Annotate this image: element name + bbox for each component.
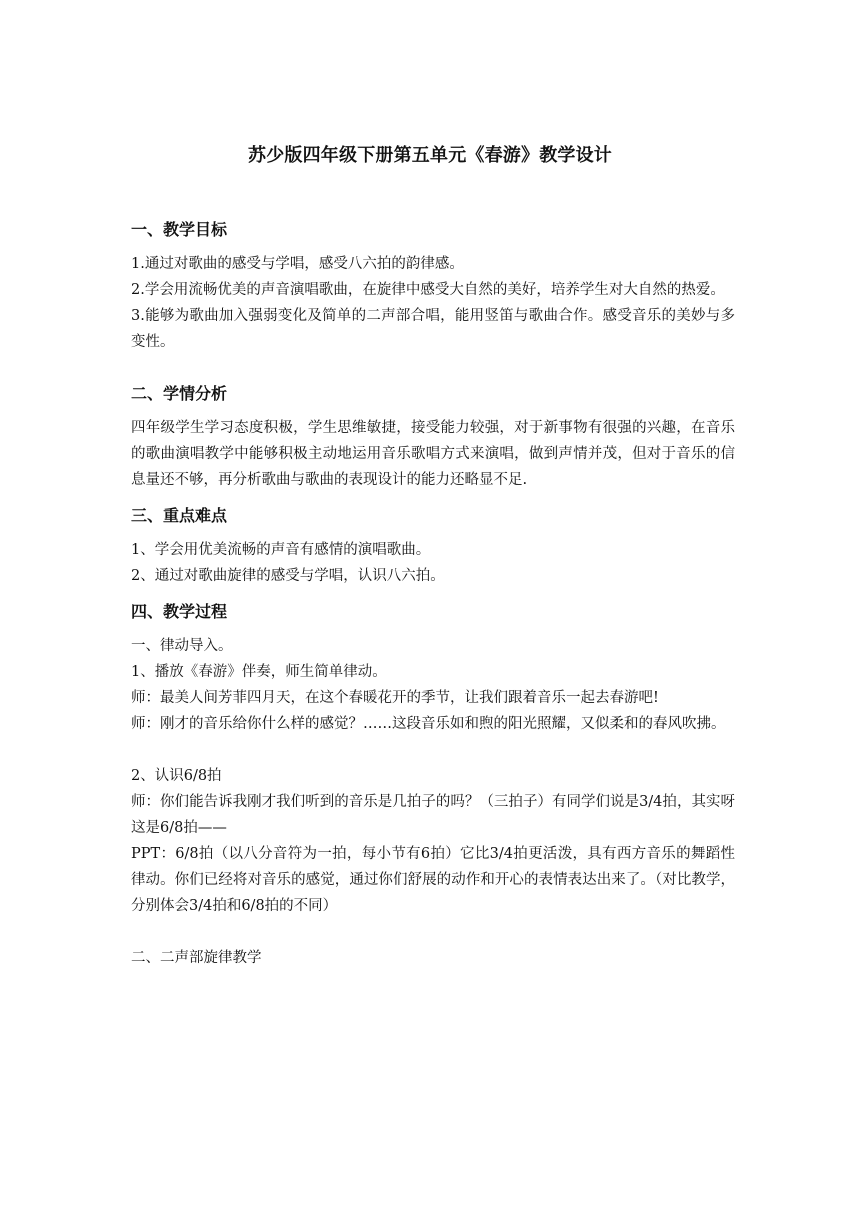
section-heading-analysis: 二、学情分析 — [131, 384, 228, 403]
section-heading-process: 四、教学过程 — [131, 602, 228, 621]
process-line: PPT：6/8拍（以八分音符为一拍，每小节有6拍）它比3/4拍更活泼，具有西方音乐的舞蹈性律动。你们已经将对音乐的感觉，通过你们舒展的动作和开心的表情表达出来了。（对比教学，分别体会3/4拍和6/8拍的不同） — [131, 846, 735, 914]
document-title: 苏少版四年级下册第五单元《春游》教学设计 — [248, 145, 612, 166]
process-line: 师：最美人间芳菲四月天，在这个春暖花开的季节，让我们跟着音乐一起去春游吧! — [131, 690, 659, 706]
key-point-item: 1、学会用优美流畅的声音有感情的演唱歌曲。 — [131, 542, 431, 558]
process-line: 师：你们能告诉我刚才我们听到的音乐是几拍子的吗？（三拍子）有同学们说是3/4拍，其实呀这是6/8拍—— — [131, 794, 735, 836]
process-part-title: 一、律动导入。 — [131, 638, 233, 654]
key-point-item: 2、通过对歌曲旋律的感受与学唱，认识八六拍。 — [131, 568, 445, 584]
objective-item: 2.学会用流畅优美的声音演唱歌曲，在旋律中感受大自然的美好，培养学生对大自然的热爱。 — [131, 282, 725, 298]
section-heading-key-points: 三、重点难点 — [131, 506, 228, 525]
process-part-title: 二、二声部旋律教学 — [131, 950, 262, 966]
analysis-paragraph: 四年级学生学习态度积极，学生思维敏捷，接受能力较强，对于新事物有很强的兴趣，在音乐的歌曲演唱教学中能够积极主动地运用音乐歌唱方式来演唱，做到声情并茂，但对于音乐的信息量还不够，再分析歌曲与歌曲的表现设计的能力还略显不足. — [131, 420, 735, 488]
process-line: 1、播放《春游》伴奏，师生简单律动。 — [131, 664, 387, 680]
process-part-title: 2、认识6/8拍 — [131, 768, 222, 784]
objective-item: 1.通过对歌曲的感受与学唱，感受八六拍的韵律感。 — [131, 256, 464, 272]
document-body — [131, 217, 735, 971]
objective-item: 3.能够为歌曲加入强弱变化及简单的二声部合唱，能用竖笛与歌曲合作。感受音乐的美妙与多变性。 — [131, 308, 735, 350]
section-heading-objectives: 一、教学目标 — [131, 220, 228, 239]
process-line: 师：刚才的音乐给你什么样的感觉？……这段音乐如和煦的阳光照耀，又似柔和的春风吹拂。 — [131, 716, 726, 732]
